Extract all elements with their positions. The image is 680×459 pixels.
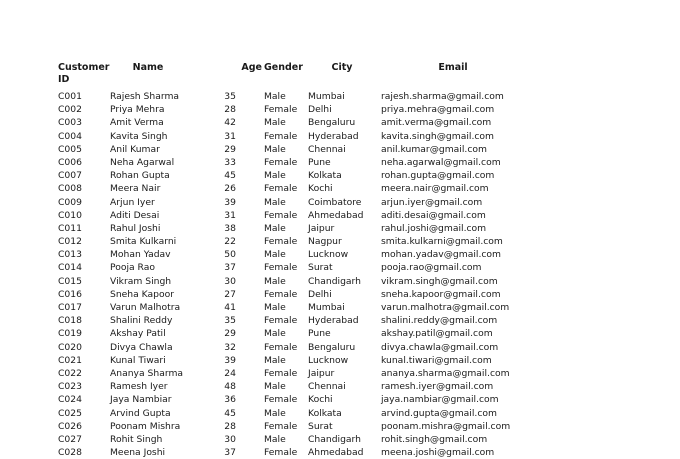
header-name: Name <box>132 62 164 73</box>
cell-city: Lucknow <box>308 354 349 366</box>
cell-email: arjun.iyer@gmail.com <box>381 196 483 208</box>
cell-gender: Female <box>264 156 298 168</box>
cell-email: shalini.reddy@gmail.com <box>381 315 498 327</box>
cell-age: 30 <box>224 433 236 445</box>
cell-email: pooja.rao@gmail.com <box>381 262 482 274</box>
table-row <box>0 314 680 327</box>
cell-name: Poonam Mishra <box>110 420 181 432</box>
cell-gender: Male <box>264 249 286 261</box>
table-row <box>0 275 680 288</box>
cell-city: Kolkata <box>308 407 342 419</box>
table-row <box>0 156 680 169</box>
cell-email: kunal.tiwari@gmail.com <box>381 354 492 366</box>
cell-age: 42 <box>224 117 236 129</box>
cell-age: 29 <box>224 143 236 155</box>
cell-name: Mohan Yadav <box>110 249 171 261</box>
cell-gender: Female <box>264 236 298 248</box>
cell-age: 37 <box>224 447 236 459</box>
cell-age: 50 <box>224 249 236 261</box>
cell-email: smita.kulkarni@gmail.com <box>381 236 503 248</box>
table-row <box>0 248 680 261</box>
cell-customer-id: C010 <box>58 209 82 221</box>
table-row <box>0 116 680 129</box>
cell-city: Pune <box>308 328 331 340</box>
cell-age: 28 <box>224 104 236 116</box>
cell-gender: Female <box>264 262 298 274</box>
cell-email: anil.kumar@gmail.com <box>381 143 487 155</box>
cell-age: 36 <box>224 394 236 406</box>
cell-name: Meena Joshi <box>110 447 166 459</box>
cell-age: 29 <box>224 328 236 340</box>
cell-city: Bengaluru <box>308 341 356 353</box>
cell-email: amit.verma@gmail.com <box>381 117 492 129</box>
cell-customer-id: C022 <box>58 367 82 379</box>
cell-age: 41 <box>224 302 236 313</box>
cell-email: priya.mehra@gmail.com <box>381 104 495 116</box>
table-row <box>0 103 680 116</box>
cell-city: Pune <box>308 156 331 168</box>
cell-gender: Male <box>264 196 286 208</box>
cell-gender: Male <box>264 354 286 366</box>
cell-customer-id: C017 <box>58 302 82 313</box>
header-gender: Gender <box>264 62 303 73</box>
cell-name: Priya Mehra <box>110 104 165 116</box>
cell-city: Chandigarh <box>308 275 361 287</box>
cell-email: rajesh.sharma@gmail.com <box>381 91 504 102</box>
cell-age: 35 <box>224 91 236 102</box>
cell-gender: Male <box>264 275 286 287</box>
cell-gender: Male <box>264 433 286 445</box>
cell-customer-id: C019 <box>58 328 82 340</box>
cell-email: meena.joshi@gmail.com <box>381 447 495 459</box>
table-row <box>0 90 680 103</box>
cell-city: Coimbatore <box>308 196 362 208</box>
cell-email: ramesh.iyer@gmail.com <box>381 381 494 393</box>
cell-city: Delhi <box>308 104 332 116</box>
header-age: Age <box>241 62 262 73</box>
cell-name: Divya Chawla <box>110 341 173 353</box>
table-row <box>0 288 680 301</box>
cell-age: 28 <box>224 420 236 432</box>
cell-email: jaya.nambiar@gmail.com <box>381 394 499 406</box>
cell-gender: Female <box>264 288 298 300</box>
cell-age: 35 <box>224 315 236 327</box>
table-row <box>0 393 680 406</box>
cell-customer-id: C021 <box>58 354 82 366</box>
cell-city: Hyderabad <box>308 315 359 327</box>
table-row <box>0 433 680 446</box>
cell-gender: Male <box>264 381 286 393</box>
cell-email: rahul.joshi@gmail.com <box>381 222 487 234</box>
cell-email: meera.nair@gmail.com <box>381 183 489 195</box>
cell-customer-id: C008 <box>58 183 82 195</box>
cell-email: ananya.sharma@gmail.com <box>381 367 510 379</box>
cell-age: 31 <box>224 130 236 142</box>
cell-city: Bengaluru <box>308 117 356 129</box>
cell-name: Rohan Gupta <box>110 170 170 182</box>
cell-city: Lucknow <box>308 249 349 261</box>
header-email: Email <box>438 62 468 73</box>
table-row <box>0 446 680 459</box>
cell-age: 30 <box>224 275 236 287</box>
cell-customer-id: C014 <box>58 262 82 274</box>
cell-name: Sneha Kapoor <box>110 288 175 300</box>
cell-name: Ramesh Iyer <box>110 381 168 393</box>
cell-city: Jaipur <box>308 367 335 379</box>
cell-age: 32 <box>224 341 236 353</box>
cell-age: 26 <box>224 183 236 195</box>
cell-gender: Male <box>264 407 286 419</box>
table-row <box>0 301 680 314</box>
cell-city: Mumbai <box>308 302 345 313</box>
cell-email: akshay.patil@gmail.com <box>381 328 493 340</box>
cell-gender: Female <box>264 130 298 142</box>
cell-age: 39 <box>224 196 236 208</box>
header-city: City <box>331 62 353 73</box>
cell-customer-id: C003 <box>58 117 82 129</box>
cell-age: 48 <box>224 381 236 393</box>
cell-name: Rohit Singh <box>110 433 163 445</box>
table-row <box>0 222 680 235</box>
cell-email: arvind.gupta@gmail.com <box>381 407 497 419</box>
cell-email: mohan.yadav@gmail.com <box>381 249 501 261</box>
cell-name: Jaya Nambiar <box>110 394 172 406</box>
cell-customer-id: C013 <box>58 249 82 261</box>
cell-customer-id: C006 <box>58 156 82 168</box>
table-row <box>0 367 680 380</box>
cell-gender: Male <box>264 91 286 102</box>
cell-city: Hyderabad <box>308 130 359 142</box>
cell-customer-id: C015 <box>58 275 82 287</box>
table-row <box>0 420 680 433</box>
cell-city: Ahmedabad <box>308 447 364 459</box>
cell-name: Pooja Rao <box>110 262 155 274</box>
cell-customer-id: C007 <box>58 170 82 182</box>
cell-name: Arjun Iyer <box>110 196 155 208</box>
cell-city: Kolkata <box>308 170 342 182</box>
cell-email: kavita.singh@gmail.com <box>381 130 494 142</box>
header-customer-id: Customer ID <box>58 62 110 85</box>
cell-name: Meera Nair <box>110 183 161 195</box>
table-row <box>0 354 680 367</box>
table-row <box>0 209 680 222</box>
cell-email: poonam.mishra@gmail.com <box>381 420 511 432</box>
cell-name: Varun Malhotra <box>110 302 181 313</box>
cell-name: Vikram Singh <box>110 275 172 287</box>
cell-customer-id: C004 <box>58 130 82 142</box>
table-row <box>0 341 680 354</box>
cell-customer-id: C016 <box>58 288 82 300</box>
cell-gender: Female <box>264 394 298 406</box>
cell-city: Chennai <box>308 381 346 393</box>
cell-name: Rahul Joshi <box>110 222 161 234</box>
cell-age: 38 <box>224 222 236 234</box>
table-row <box>0 169 680 182</box>
cell-age: 31 <box>224 209 236 221</box>
cell-city: Chandigarh <box>308 433 361 445</box>
cell-name: Rajesh Sharma <box>110 91 180 102</box>
table-row <box>0 143 680 156</box>
cell-name: Amit Verma <box>110 117 164 129</box>
table-row <box>0 235 680 248</box>
table-row <box>0 380 680 393</box>
cell-age: 24 <box>224 367 236 379</box>
cell-email: rohan.gupta@gmail.com <box>381 170 495 182</box>
cell-customer-id: C026 <box>58 420 82 432</box>
cell-customer-id: C023 <box>58 381 82 393</box>
table-body <box>0 90 680 459</box>
table-row <box>0 261 680 274</box>
table-row <box>0 196 680 209</box>
cell-gender: Female <box>264 367 298 379</box>
cell-email: sneha.kapoor@gmail.com <box>381 288 501 300</box>
cell-age: 45 <box>224 170 236 182</box>
cell-name: Neha Agarwal <box>110 156 175 168</box>
cell-customer-id: C028 <box>58 447 82 459</box>
cell-age: 27 <box>224 288 236 300</box>
cell-age: 22 <box>224 236 236 248</box>
cell-customer-id: C018 <box>58 315 82 327</box>
cell-name: Anil Kumar <box>110 143 160 155</box>
cell-email: varun.malhotra@gmail.com <box>381 302 510 313</box>
cell-gender: Female <box>264 315 298 327</box>
table-row <box>0 327 680 340</box>
cell-city: Surat <box>308 262 333 274</box>
cell-email: divya.chawla@gmail.com <box>381 341 499 353</box>
cell-email: aditi.desai@gmail.com <box>381 209 486 221</box>
cell-city: Chennai <box>308 143 346 155</box>
cell-customer-id: C002 <box>58 104 82 116</box>
cell-gender: Male <box>264 328 286 340</box>
cell-customer-id: C020 <box>58 341 82 353</box>
cell-customer-id: C009 <box>58 196 82 208</box>
cell-customer-id: C001 <box>58 91 82 102</box>
table-row <box>0 130 680 143</box>
cell-email: rohit.singh@gmail.com <box>381 433 488 445</box>
cell-age: 39 <box>224 354 236 366</box>
cell-gender: Female <box>264 104 298 116</box>
cell-email: neha.agarwal@gmail.com <box>381 156 501 168</box>
cell-customer-id: C011 <box>58 222 82 234</box>
cell-email: vikram.singh@gmail.com <box>381 275 498 287</box>
cell-name: Kavita Singh <box>110 130 168 142</box>
cell-gender: Male <box>264 170 286 182</box>
cell-city: Jaipur <box>308 222 335 234</box>
cell-age: 33 <box>224 156 236 168</box>
cell-customer-id: C027 <box>58 433 82 445</box>
table-row <box>0 407 680 420</box>
cell-name: Smita Kulkarni <box>110 236 177 248</box>
cell-city: Kochi <box>308 183 333 195</box>
cell-customer-id: C025 <box>58 407 82 419</box>
cell-gender: Male <box>264 117 286 129</box>
cell-gender: Male <box>264 143 286 155</box>
cell-name: Arvind Gupta <box>110 407 171 419</box>
table-row <box>0 182 680 195</box>
cell-gender: Female <box>264 183 298 195</box>
cell-name: Shalini Reddy <box>110 315 173 327</box>
cell-gender: Female <box>264 420 298 432</box>
cell-name: Kunal Tiwari <box>110 354 166 366</box>
cell-city: Kochi <box>308 394 333 406</box>
cell-age: 37 <box>224 262 236 274</box>
cell-city: Ahmedabad <box>308 209 364 221</box>
cell-city: Mumbai <box>308 91 345 102</box>
cell-city: Surat <box>308 420 333 432</box>
cell-gender: Female <box>264 341 298 353</box>
cell-customer-id: C024 <box>58 394 82 406</box>
cell-gender: Female <box>264 209 298 221</box>
cell-name: Ananya Sharma <box>110 367 184 379</box>
cell-age: 45 <box>224 407 236 419</box>
cell-name: Akshay Patil <box>110 328 166 340</box>
cell-name: Aditi Desai <box>110 209 160 221</box>
cell-gender: Male <box>264 222 286 234</box>
cell-city: Nagpur <box>308 236 342 248</box>
cell-customer-id: C005 <box>58 143 82 155</box>
cell-city: Delhi <box>308 288 332 300</box>
cell-customer-id: C012 <box>58 236 82 248</box>
cell-gender: Female <box>264 447 298 459</box>
cell-gender: Male <box>264 302 286 313</box>
